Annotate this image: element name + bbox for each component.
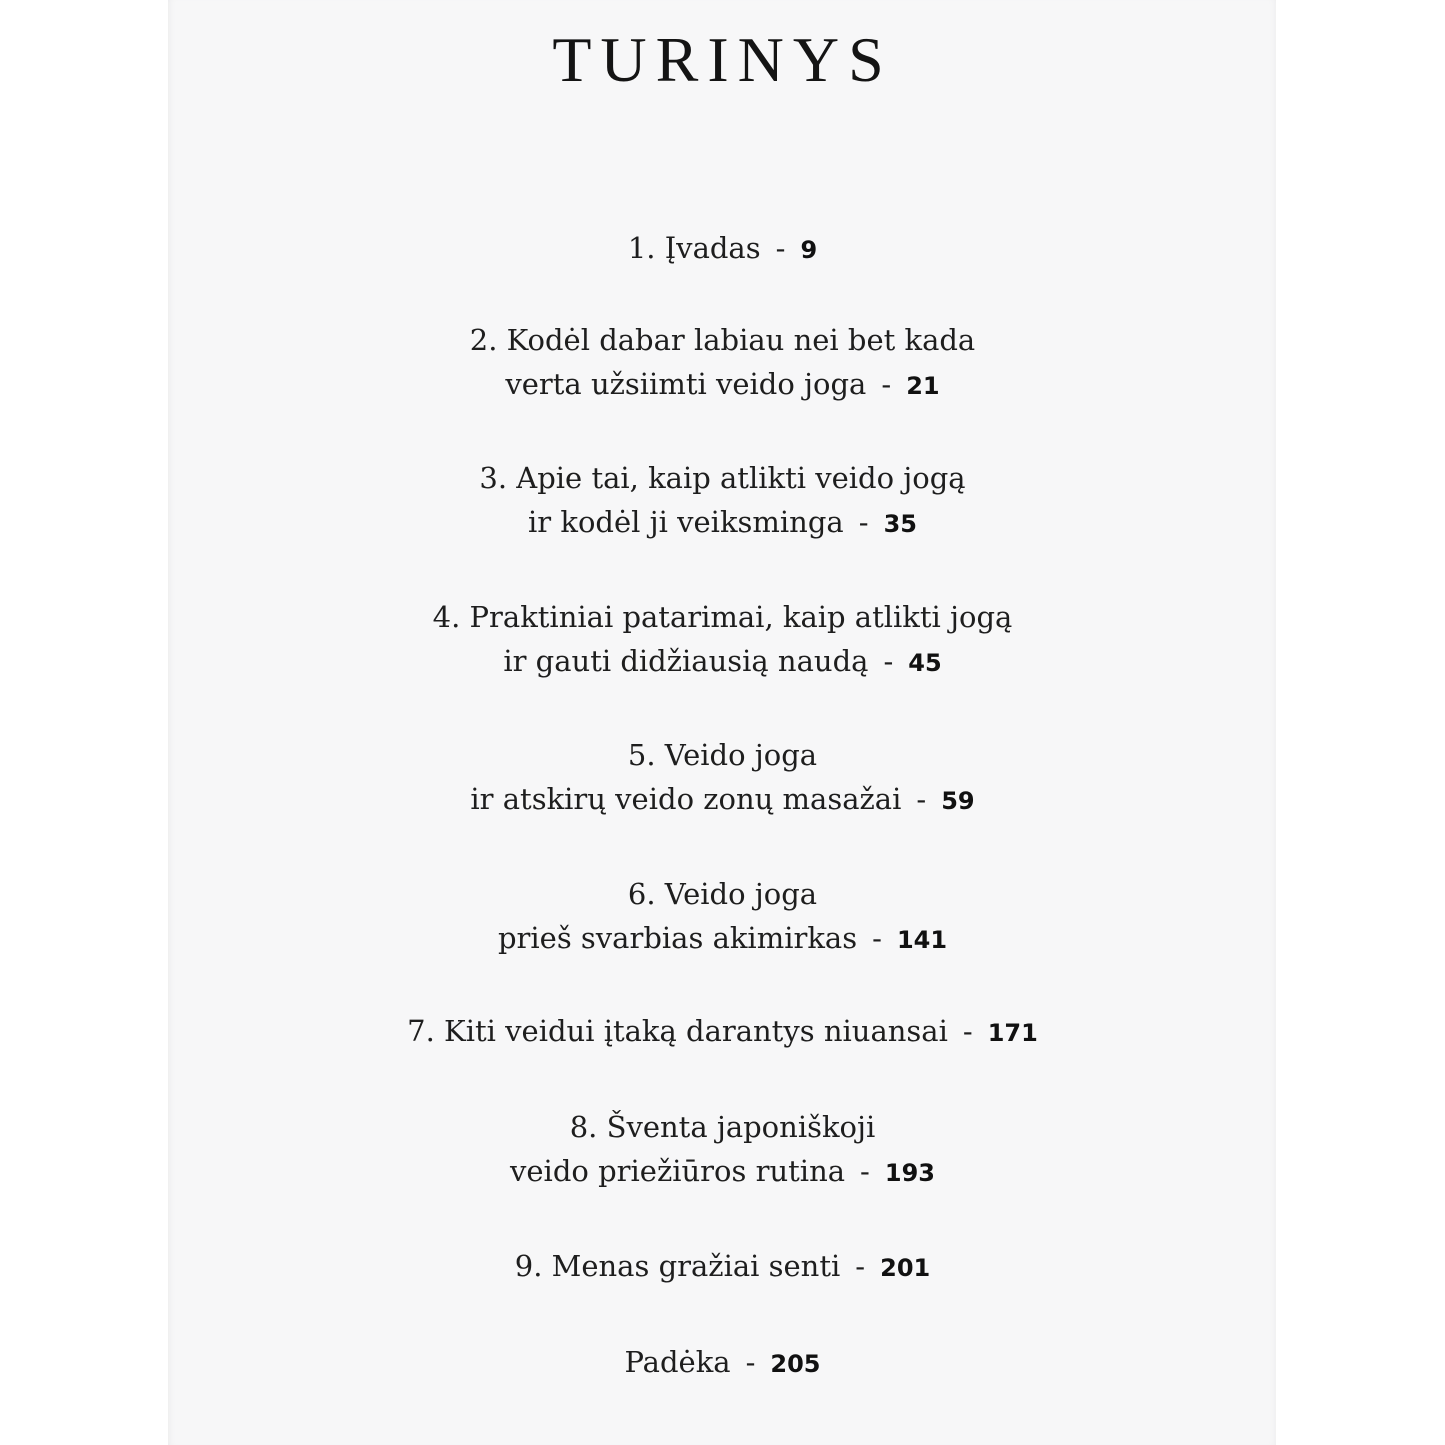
toc-entry [0, 595, 1445, 685]
toc-entry-text: 1. Įvadas [627, 231, 761, 265]
toc-entry-line [0, 872, 1445, 916]
toc-separator: - [745, 1345, 756, 1379]
toc-entry [0, 1244, 1445, 1290]
toc-entry-line [0, 500, 1445, 546]
toc-entry-line [0, 456, 1445, 500]
toc-page-number: 45 [908, 649, 942, 677]
toc-entry-line [0, 733, 1445, 777]
toc-entry [0, 1009, 1445, 1055]
toc-page-number: 59 [941, 787, 975, 815]
toc-entry [0, 733, 1445, 823]
toc-entry [0, 1105, 1445, 1195]
toc-entry-line [0, 362, 1445, 408]
toc-entry-text: Padėka [624, 1345, 731, 1379]
toc-entry-text: prieš svarbias akimirkas [497, 921, 858, 955]
toc-entry-line [0, 318, 1445, 362]
toc-page-number: 9 [800, 236, 818, 264]
toc-entry-text: 8. Šventa japoniškoji [569, 1110, 876, 1144]
toc-entry-line [0, 1009, 1445, 1055]
toc-entry-line [0, 1149, 1445, 1195]
book-page [168, 0, 1276, 1445]
toc-separator: - [962, 1014, 973, 1048]
toc-entry [0, 456, 1445, 546]
toc-entry-text: 7. Kiti veidui įtaką darantys niuansai [407, 1014, 948, 1048]
toc-entry-text: veido priežiūros rutina [510, 1154, 846, 1188]
toc-entry-text: ir gauti didžiausią naudą [503, 644, 869, 678]
toc-page-number: 21 [906, 372, 940, 400]
toc-entry-text: ir kodėl ji veiksminga [528, 505, 844, 539]
toc-entry-text: 4. Praktiniai patarimai, kaip atlikti jogą [432, 600, 1013, 634]
toc-entry-line [0, 226, 1445, 272]
toc-separator: - [855, 1249, 866, 1283]
toc-entry-text: verta užsiimti veido joga [505, 367, 867, 401]
toc-entry [0, 226, 1445, 272]
toc-entry-text: 2. Kodėl dabar labiau nei bet kada [469, 323, 976, 357]
toc-entry-line [0, 777, 1445, 823]
toc-separator: - [872, 921, 882, 955]
toc-entry-line [0, 1244, 1445, 1290]
toc-entry [0, 318, 1445, 408]
toc-separator: - [883, 644, 894, 678]
toc-entry-line [0, 916, 1445, 962]
toc-entry-text: 6. Veido joga [627, 877, 818, 911]
toc-entry [0, 1340, 1445, 1386]
toc-entry-text: ir atskirų veido zonų masažai [470, 782, 902, 816]
toc-entry-text: 9. Menas gražiai senti [514, 1249, 841, 1283]
toc-page-number: 171 [987, 1019, 1038, 1047]
toc-separator: - [858, 505, 869, 539]
toc-page-number: 141 [896, 926, 948, 954]
toc-page-number: 205 [770, 1350, 821, 1378]
toc-entry-line [0, 1105, 1445, 1149]
toc-separator: - [881, 367, 892, 401]
toc-page-number: 35 [883, 510, 917, 538]
toc-page-number: 193 [884, 1159, 935, 1187]
toc-entry-line [0, 639, 1445, 685]
toc-entry-line [0, 595, 1445, 639]
toc-entry [0, 872, 1445, 962]
toc-entry-text: 3. Apie tai, kaip atlikti veido jogą [479, 461, 966, 495]
toc-page-number: 201 [880, 1254, 931, 1282]
toc-entry-line [0, 1340, 1445, 1386]
toc-separator: - [860, 1154, 870, 1188]
toc-entry-text: 5. Veido joga [627, 738, 818, 772]
toc-separator: - [775, 231, 786, 265]
page-title: TURINYS [552, 24, 893, 95]
toc-separator: - [916, 782, 927, 816]
